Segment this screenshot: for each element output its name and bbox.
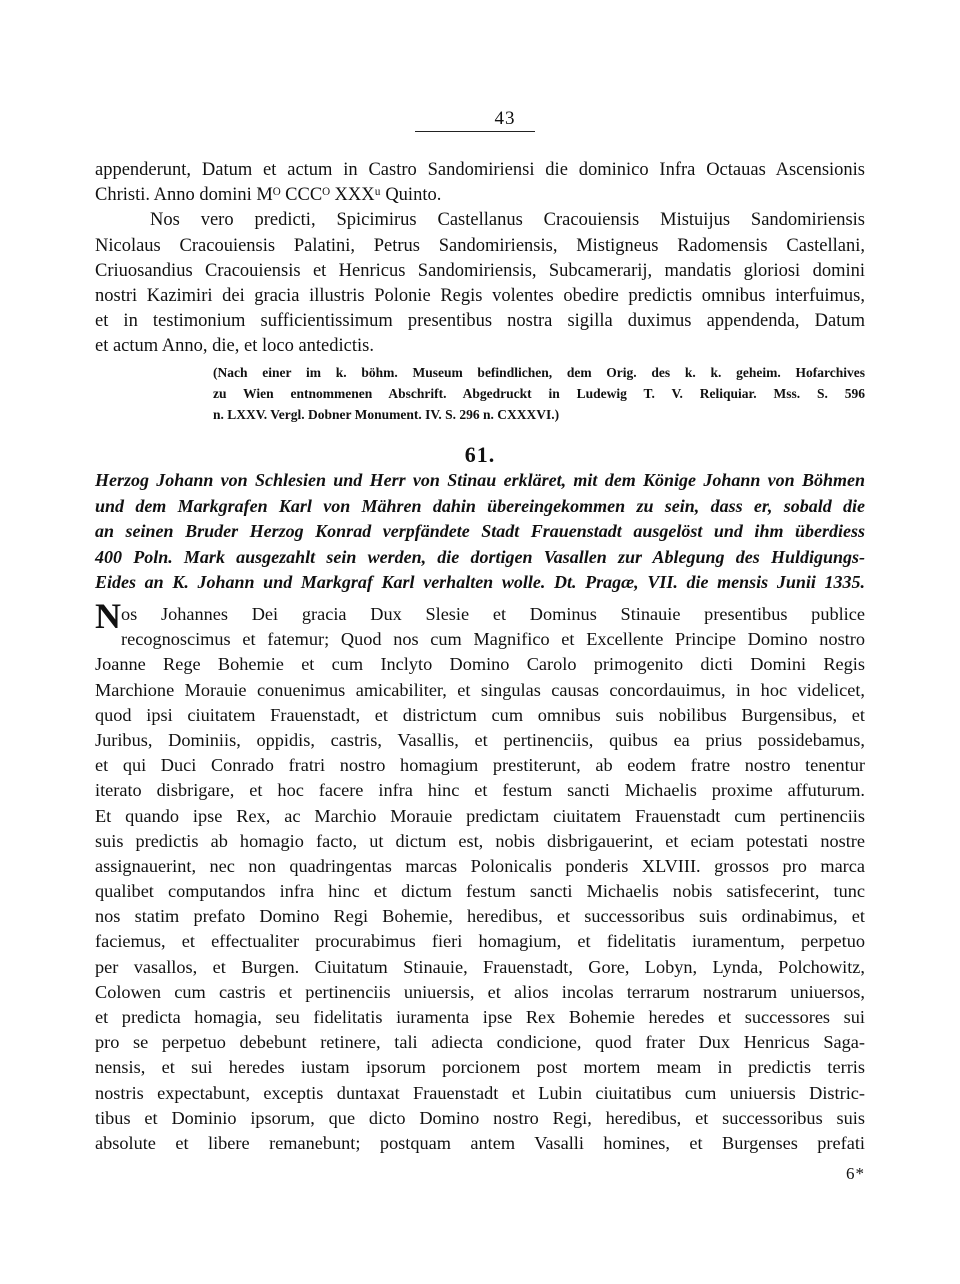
summary-line: Herzog Johann von Schlesien und Herr von Stinau erkläret, mit dem Könige Johann von Böhmen: [95, 470, 865, 490]
body-line: et predicta homagia, seu fidelitatis iuramenta ipse Rex Bohemie heredes et successores sui: [95, 1007, 865, 1027]
body-line: assignauerint, nec non quadringentas marcas Polonicalis ponderis XLVIII. grossos pro marca: [95, 855, 865, 876]
body-line: nostris expectabunt, exceptis duntaxat Frauenstadt et Lubin ciuitatibus cum uniuersis Distric-: [95, 1082, 865, 1103]
body-line: iterato disbrigare, et hoc facere infra hinc et festum sancti Michaelis proxime affuturum.: [95, 780, 865, 801]
body-line: Et quando ipse Rex, ac Marchio Morauie predictam ciuitatem Frauenstadt cum pertinenciis: [95, 805, 865, 826]
body-line: Marchione Morauie conuenimus amicabiliter, et singulas causas concordauimus, in hoc videlicet,: [95, 679, 865, 700]
note-line: zu Wien entnommenen Abschrift. Abgedruckt in Ludewig T. V. Reliquiar. Mss. S. 596: [213, 386, 865, 401]
body-line: suis predictis ab homagio facto, ut dictum est, nobis disbrigauerint, et eciam potestati nostre: [95, 830, 865, 851]
text-line: Criuosandius Cracouiensis et Henricus Sandomiriensis, Subcamerarij, mandatis gloriosi domini: [95, 260, 865, 281]
body-line: absolute et libere remanebunt; postquam antem Vasalli homines, et Burgenses prefati: [95, 1132, 865, 1153]
body-first-line-text: os Johannes Dei gracia Dux Slesie et Dominus Stinauie presentibus publice: [121, 604, 865, 624]
drop-initial: N: [95, 596, 121, 636]
body-line: recognoscimus et fatemur; Quod nos cum Magnifico et Excellente Principe Domino nostro: [121, 629, 865, 650]
signature-mark: 6*: [846, 1164, 865, 1183]
body-line: qualibet computandos infra hinc et dictum festum sancti Michaelis nobis satisfecerint, tunc: [95, 881, 865, 902]
body-line: Juribus, Dominiis, oppidis, castris, Vasallis, et pertinenciis, quibus ea prius possidebamus,: [95, 729, 865, 750]
body-line: Joanne Rege Bohemie et cum Inclyto Domino Carolo primogenito dicti Domini Regis: [95, 654, 865, 675]
text-line: et actum Anno, die, et loco antedictis.: [95, 336, 374, 357]
summary-line: an seinen Bruder Herzog Konrad verpfändete Stadt Frauenstadt ausgelöst und ihm überdiess: [95, 521, 865, 541]
document-body: [95, 596, 865, 1156]
header-rule: [415, 131, 535, 132]
text-line: et in testimonium sufficientissimum presentibus nostra sigilla duximus appendenda, Datum: [95, 311, 865, 332]
page-number: 43: [494, 108, 516, 129]
summary-line: Eides an K. Johann und Markgraf Karl verhalten wolle. Dt. Pragæ, VII. die mensis Junii 1335.: [95, 572, 865, 592]
body-line: per vasallos, et Burgen. Ciuitatum Stinauie, Frauenstadt, Gore, Lobyn, Lynda, Polchowitz,: [95, 956, 865, 977]
text-line: nostri Kazimiri dei gracia illustris Polonie Regis volentes obedire predictis omnibus interfuimus,: [95, 285, 865, 306]
text-line: Christi. Anno domini Mᴼ CCCᴼ XXXᵘ Quinto.: [95, 185, 442, 206]
body-line: faciemus, et effectualiter procurabimus fieri homagium, et fidelitatis iuramentum, perpetuo: [95, 931, 865, 952]
note-line: (Nach einer im k. böhm. Museum befindlichen, dem Orig. des k. k. geheim. Hofarchives: [213, 365, 865, 380]
body-first-line: [95, 596, 865, 636]
body-line: et qui Duci Conrado fratri nostro homagium prestiterunt, ab eodem fratre nostro tenentur: [95, 755, 865, 776]
summary-line: und dem Markgrafen Karl von Mähren dahin übereingekommen zu sein, dass er, sobald die: [95, 495, 865, 516]
text-line: Nicolaus Cracouiensis Palatini, Petrus Sandomiriensis, Mistigneus Radomensis Castellani,: [95, 235, 865, 256]
body-line: quod ipsi ciuitatem Frauenstadt, et districtum cum omnibus suis nobilibus Burgensibus, et: [95, 704, 865, 725]
text-line: Nos vero predicti, Spicimirus Castellanus Cracouiensis Mistuijus Sandomiriensis: [150, 210, 865, 231]
body-line: nos statim prefato Domino Regi Bohemie, heredibus, et successoribus suis ordinabimus, et: [95, 906, 865, 927]
document-summary: [95, 468, 865, 596]
body-line: Colowen cum castris et pertinenciis uniuersis, et alios incolas terrarum nostrarum uniuersos,: [95, 981, 865, 1002]
body-line: pro se perpetuo debebunt retinere, tali adiecta condicione, quod frater Dux Henricus Saga-: [95, 1032, 865, 1053]
document-number: 61.: [464, 442, 496, 467]
body-line: tibus et Dominio ipsorum, que dicto Domino nostro Regi, heredibus, et successoribus suis: [95, 1107, 865, 1128]
body-line: nensis, et sui heredes iustam ipsorum porcionem post mortem meam in predictis terris: [95, 1057, 865, 1078]
text-line: appenderunt, Datum et actum in Castro Sandomiriensi die dominico Infra Octauas Ascensionis: [95, 160, 865, 180]
intro-text: [95, 158, 865, 360]
source-note: [213, 362, 865, 425]
summary-line: 400 Poln. Mark ausgezahlt sein werden, die dortigen Vasallen zur Ablegung des Huldigungs-: [95, 546, 865, 567]
note-line: n. LXXV. Vergl. Dobner Monument. IV. S. 296 n. CXXXVI.): [213, 407, 560, 422]
document-page: [95, 0, 865, 1284]
